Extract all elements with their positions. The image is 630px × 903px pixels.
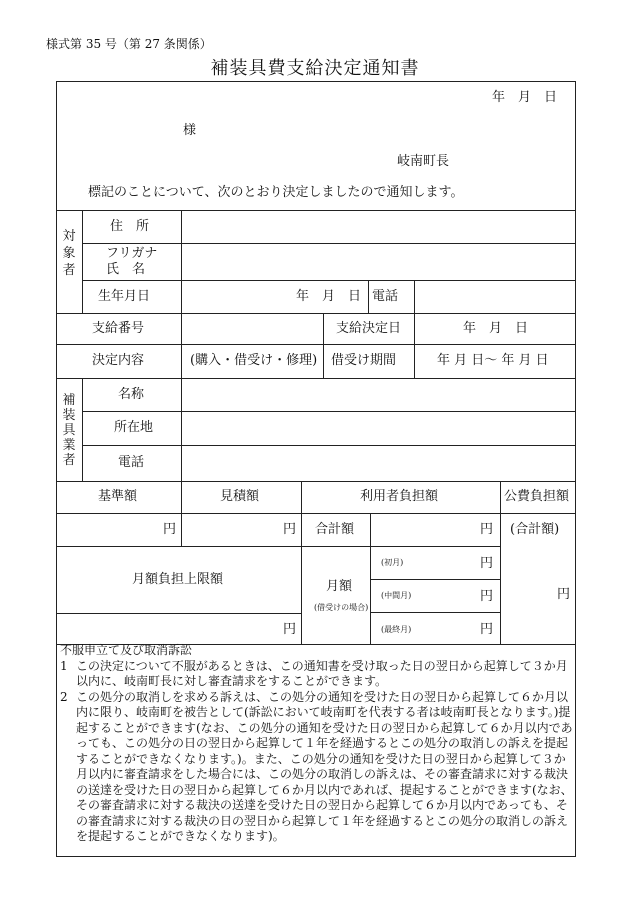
addressee-suffix: 様 (183, 123, 197, 138)
issuer: 岐南町長 (397, 154, 450, 169)
furigana-label: フリガナ (106, 246, 158, 261)
payment-number-label: 支給番号 (92, 321, 145, 336)
supplier-name-label: 名称 (118, 387, 145, 402)
supplier-location-label: 所在地 (114, 420, 154, 435)
first-month-label: (初月) (381, 558, 404, 567)
appeal-item (60, 690, 574, 845)
decision-content-value: (購入・借受け・修理) (190, 353, 318, 368)
applicant-group-label: 対象者 (62, 229, 76, 278)
monthly-cap-yen: 円 (283, 622, 297, 637)
standard-amount-label: 基準額 (98, 489, 138, 504)
address-label: 住 所 (110, 219, 150, 234)
standard-yen: 円 (163, 522, 177, 537)
user-burden-label: 利用者負担額 (360, 489, 439, 504)
decision-date-value: 年 月 日 (463, 321, 529, 336)
page-title: 補装具費支給決定通知書 (210, 58, 420, 79)
phone-label: 電話 (372, 289, 399, 304)
monthly-note: (借受けの場合) (314, 603, 369, 612)
notice-date: 年 月 日 (492, 90, 558, 105)
appeal-item-text: この決定について不服があるときは、この通知書を受け取った日の翌日から起算して３か月以内に、岐南町長に対し審査請求をすることができます。 (76, 658, 568, 688)
form-number: 様式第 35 号（第 27 条関係） (46, 37, 212, 51)
monthly-cap-label: 月額負担上限額 (132, 572, 224, 587)
appeal-heading: 不服申立て及び取消訴訟 (60, 643, 193, 657)
last-month-label: (最終月) (381, 625, 412, 634)
appeal-item (60, 659, 574, 690)
birthdate-value: 年 月 日 (296, 289, 362, 304)
appeal-item-number: 2 (60, 689, 68, 704)
estimate-yen: 円 (283, 522, 297, 537)
middle-month-yen: 円 (480, 589, 494, 604)
first-month-yen: 円 (480, 556, 494, 571)
public-burden-label: 公費負担額 (504, 489, 570, 504)
public-burden-yen: 円 (557, 587, 571, 602)
name-label: 氏 名 (106, 262, 146, 277)
rental-period-label: 借受け期間 (331, 353, 397, 368)
rental-period-value: 年 月 日〜 年 月 日 (437, 353, 549, 368)
appeal-notes (60, 643, 574, 845)
birthdate-label: 生年月日 (98, 289, 151, 304)
last-month-yen: 円 (480, 622, 494, 637)
total-label: 合計額 (315, 522, 355, 537)
decision-date-label: 支給決定日 (336, 321, 402, 336)
supplier-phone-label: 電話 (118, 455, 145, 470)
appeal-item-number: 1 (60, 658, 68, 673)
supplier-group-label: 補装具業者 (62, 393, 76, 468)
appeal-item-text: この処分の取消しを求める訴えは、この処分の通知を受けた日の翌日から起算して６か月以内に限り、岐南町を被告として(訴訟において岐南町を代表する者は岐南町長となります。)提起することができます(なお、この処分の通知を受けた日の翌日から起算して６か月以内であっても、この処分の日の翌日から起算して１年を経過するとこの処分の取消しの訴えを提起することができなくなります。)。また、この処分の通知を受けた日の翌日から起算して３か月以内に審査請求をした場合には、この処分の取消しの訴えは、その審査請求に対する裁決の送達を受けた日の翌日から起算して６か月以内であれば、提起することができます(なお、その審査請求に対する裁決の送達を受けた日の翌日から起算して６か月以内であっても、その審査請求に対する裁決の日の翌日から起算して１年を経過するとこの処分の取消しの訴えを提起することができなくなります)。 (76, 689, 573, 843)
monthly-label: 月額 (326, 579, 353, 594)
total-yen: 円 (480, 522, 494, 537)
public-total-label: (合計額) (510, 522, 560, 537)
estimate-amount-label: 見積額 (220, 489, 260, 504)
middle-month-label: (中間月) (381, 591, 412, 600)
decision-content-label: 決定内容 (92, 353, 145, 368)
notice-statement: 標記のことについて、次のとおり決定しましたので通知します。 (88, 185, 464, 200)
